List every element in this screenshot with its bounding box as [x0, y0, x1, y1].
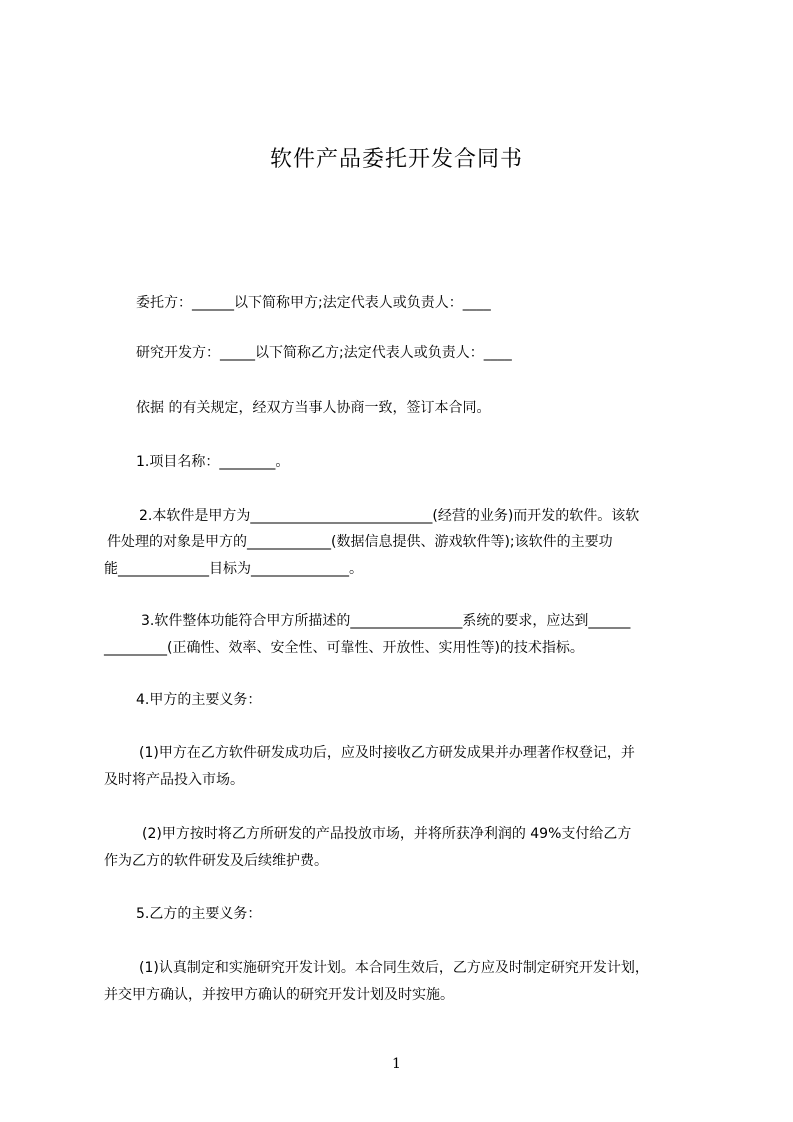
page-number: 1 [392, 1056, 401, 1072]
clause-4-1-line-1: (1)甲方在乙方软件研发成功后，应及时接收乙方研发成果并办理著作权登记，并 [139, 745, 635, 761]
clause-4-2-line-1: (2)甲方按时将乙方所研发的产品投放市场，并将所获净利润的 49%支付给乙方 [142, 826, 632, 842]
client-party-line: 委托方：______以下简称甲方;法定代表人或负责人：____ [136, 295, 491, 311]
preamble-text: 依据 的有关规定，经双方当事人协商一致，签订本合同。 [136, 400, 491, 416]
clause-4-1-line-2: 及时将产品投入市场。 [104, 772, 244, 788]
clause-1-project-name: 1.项目名称：________。 [136, 454, 290, 470]
clause-4-2-line-2: 作为乙方的软件研发及后续维护费。 [104, 853, 328, 869]
clause-5-1-line-2: 并交甲方确认，并按甲方确认的研究开发计划及时实施。 [104, 987, 454, 1003]
clause-5-1-line-1: (1)认真制定和实施研究开发计划。本合同生效后，乙方应及时制定研究开发计划， [139, 960, 649, 976]
clause-5-heading: 5.乙方的主要义务： [136, 906, 262, 922]
clause-4-heading: 4.甲方的主要义务： [136, 692, 262, 708]
document-title: 软件产品委托开发合同书 [269, 147, 523, 172]
clause-3-line-1: 3.软件整体功能符合甲方所描述的________________系统的要求，应达到______ [141, 613, 631, 629]
developer-party-line: 研究开发方：_____以下简称乙方;法定代表人或负责人：____ [136, 345, 512, 361]
clause-2-line-3: 能_____________目标为______________。 [104, 561, 363, 577]
clause-3-line-2: _________(正确性、效率、安全性、可靠性、开放性、实用性等)的技术指标。 [104, 640, 584, 656]
clause-2-line-2: 件处理的对象是甲方的____________(数据信息提供、游戏软件等);该软件的主要功 [107, 534, 613, 550]
clause-2-line-1: 2.本软件是甲方为__________________________(经营的业务)而开发的软件。该软 [139, 508, 640, 524]
